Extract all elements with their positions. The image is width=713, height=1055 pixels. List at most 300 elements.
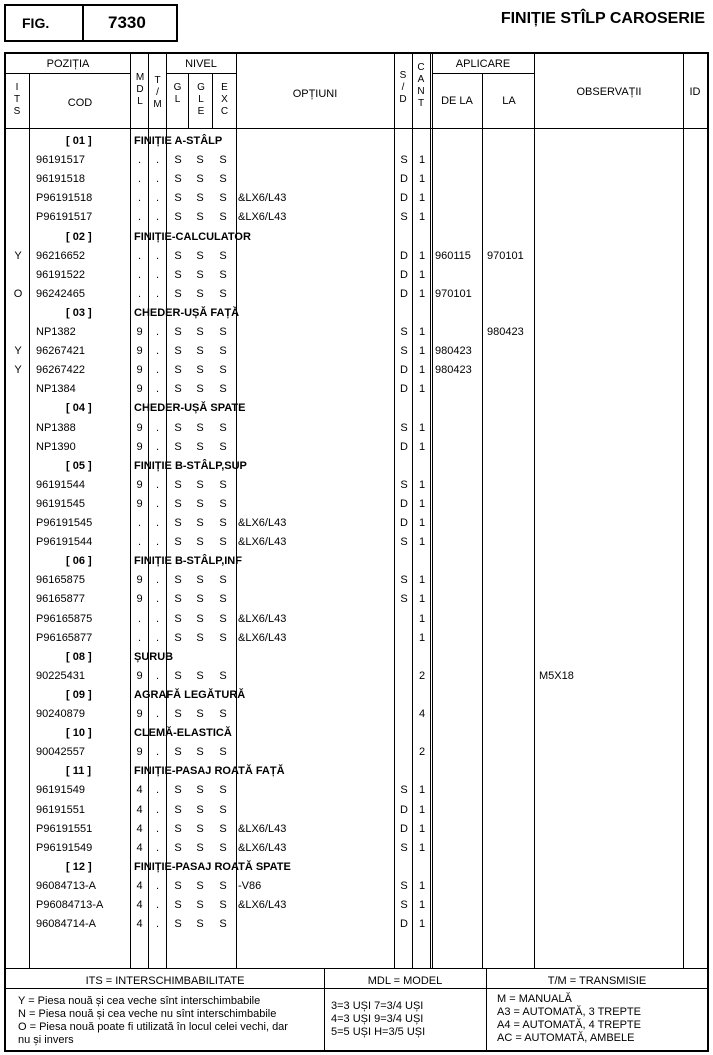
cell-tm: . [155, 746, 160, 759]
cell-cod: NP1382 [36, 326, 76, 338]
cell-cod: P96165875 [36, 612, 93, 625]
cell-gl: S [174, 803, 182, 816]
section-name: FINIȚIE-PASAJ ROATĂ SPATE [134, 860, 291, 873]
cell-sd: S [400, 841, 408, 854]
cell-opt: &LX6/L43 [238, 841, 287, 854]
cell-tm: . [155, 879, 160, 892]
cell-cant: 1 [418, 879, 426, 892]
cell-mdl: 9 [136, 440, 143, 453]
legend-mdl-line: 4=3 UȘI 9=3/4 UȘI [331, 1013, 424, 1025]
section-name: CHEDER-UȘĂ FAȚĂ [134, 306, 240, 319]
cell-cant: 1 [418, 536, 426, 549]
cell-cod: 96191545 [36, 497, 85, 510]
cell-sd: D [400, 517, 408, 529]
header-sd: S / D [399, 70, 407, 105]
cell-mdl: 9 [136, 593, 143, 606]
cell-dela: 970101 [435, 287, 472, 300]
legend-tm-line: A4 = AUTOMATĂ, 4 TREPTE [497, 1019, 641, 1031]
cell-exc: S [219, 746, 227, 759]
cell-exc: S [219, 841, 227, 854]
cell-tm: . [155, 268, 160, 281]
cell-gl: S [174, 822, 182, 835]
cell-gle: S [196, 345, 204, 358]
section-name: FINIȚIE B-STÂLP,SUP [134, 459, 247, 472]
cell-cod: NP1388 [36, 421, 76, 434]
cell-exc: S [219, 918, 227, 931]
cell-cant: 1 [418, 517, 426, 529]
section-name: FINIȚIE-CALCULATOR [134, 230, 251, 243]
grid-line [430, 54, 431, 968]
grid-line [412, 54, 413, 968]
grid-line [29, 73, 30, 968]
cell-cod: P96191545 [36, 517, 93, 529]
cell-gl: S [174, 497, 182, 510]
cell-gl: S [174, 574, 182, 587]
cell-cod: 96191551 [36, 803, 85, 816]
cell-mdl: 9 [136, 421, 143, 434]
grid-line [6, 968, 707, 969]
cell-cant: 1 [418, 593, 426, 606]
section-name: FINIȚIE-PASAJ ROATĂ FAȚĂ [134, 765, 285, 778]
cell-tm: . [155, 593, 160, 606]
cell-exc: S [219, 326, 227, 338]
cell-tm: . [155, 192, 160, 205]
cell-tm: . [155, 326, 160, 338]
cell-cod: 96216652 [36, 249, 85, 262]
cell-gl: S [174, 173, 182, 186]
cell-gle: S [196, 746, 204, 759]
cell-mdl: . [137, 192, 142, 205]
cell-cant: 1 [418, 803, 426, 816]
cell-cant: 1 [418, 287, 426, 300]
cell-cant: 1 [418, 364, 426, 377]
cell-tm: . [155, 345, 160, 358]
cell-mdl: 9 [136, 383, 143, 396]
section-number: [ 04 ] [66, 402, 92, 415]
cell-mdl: 9 [136, 708, 143, 720]
header-nivel: NIVEL [185, 58, 217, 70]
cell-exc: S [219, 173, 227, 186]
cell-gl: S [174, 326, 182, 338]
grid-line [394, 54, 395, 968]
grid-line [683, 54, 684, 968]
cell-gle: S [196, 574, 204, 587]
section-number: [ 06 ] [66, 555, 92, 568]
cell-gle: S [196, 173, 204, 186]
header-dela: DE LA [441, 95, 473, 107]
cell-gl: S [174, 249, 182, 262]
cell-cant: 1 [418, 173, 426, 186]
cell-mdl: 9 [136, 669, 143, 682]
cell-gle: S [196, 631, 204, 644]
cell-gl: S [174, 421, 182, 434]
cell-mdl: 9 [136, 478, 143, 491]
cell-gle: S [196, 517, 204, 529]
cell-gle: S [196, 497, 204, 510]
header-exc: E X C [220, 82, 229, 117]
cell-mdl: . [137, 173, 142, 186]
cell-cant: 1 [418, 841, 426, 854]
cell-opt: &LX6/L43 [238, 536, 287, 549]
cell-mdl: 9 [136, 497, 143, 510]
cell-sd: D [400, 383, 408, 396]
cell-cant: 1 [418, 440, 426, 453]
cell-exc: S [219, 669, 227, 682]
section-number: [ 11 ] [66, 765, 92, 778]
section-number: [ 09 ] [66, 688, 92, 701]
cell-sd: D [400, 822, 408, 835]
grid-line [6, 128, 707, 129]
legend-mdl-line: 5=5 UȘI H=3/5 UȘI [331, 1026, 426, 1038]
section-number: [ 12 ] [66, 860, 92, 873]
grid-line [534, 54, 535, 968]
cell-gle: S [196, 383, 204, 396]
cell-gl: S [174, 478, 182, 491]
cell-gle: S [196, 154, 204, 167]
cell-gl: S [174, 612, 182, 625]
cell-gle: S [196, 421, 204, 434]
cell-tm: . [155, 669, 160, 682]
cell-cant: 1 [418, 497, 426, 510]
legend-mdl-lines [331, 1000, 425, 1039]
cell-mdl: 9 [136, 326, 143, 338]
section-name: FINIȚIE A-STÂLP [134, 135, 223, 147]
cell-sd: S [400, 593, 408, 606]
cell-dela: 980423 [435, 364, 472, 377]
header-gle: G L E [197, 82, 205, 117]
cell-mdl: 9 [136, 746, 143, 759]
cell-tm: . [155, 383, 160, 396]
section-number: [ 05 ] [66, 459, 92, 472]
cell-tm: . [155, 918, 160, 931]
cell-sd: D [400, 803, 408, 816]
cell-opt: &LX6/L43 [238, 899, 287, 911]
cell-tm: . [155, 173, 160, 186]
cell-gl: S [174, 345, 182, 358]
cell-tm: . [155, 249, 160, 262]
section-number: [ 02 ] [66, 230, 92, 243]
cell-cod: 96084713-A [36, 879, 96, 892]
cell-cod: NP1384 [36, 383, 76, 396]
section-name: CLEMĂ-ELASTICĂ [134, 727, 232, 740]
cell-mdl: 9 [136, 345, 143, 358]
cell-gl: S [174, 593, 182, 606]
cell-its: O [13, 287, 23, 300]
cell-mdl: 9 [136, 364, 143, 377]
cell-gl: S [174, 364, 182, 377]
section-name: FINIȚIE B-STÂLP,INF [134, 555, 242, 568]
cell-exc: S [219, 249, 227, 262]
cell-its: Y [14, 249, 22, 262]
cell-cod: 90225431 [36, 669, 85, 682]
cell-gl: S [174, 879, 182, 892]
cell-cod: 90240879 [36, 708, 85, 720]
cell-gle: S [196, 612, 204, 625]
cell-gle: S [196, 708, 204, 720]
cell-mdl: . [137, 268, 142, 281]
header-observatii: OBSERVAȚII [576, 86, 642, 98]
legend-its-line: N = Piesa nouă și cea veche nu sînt interschimbabile [18, 1008, 277, 1020]
header-pozitia: POZIȚIA [46, 58, 90, 70]
cell-tm: . [155, 287, 160, 300]
cell-cant: 2 [418, 746, 426, 759]
cell-mdl: 4 [136, 822, 143, 835]
cell-cod: 96084714-A [36, 918, 96, 931]
grid-line [6, 73, 130, 74]
cell-mdl: 4 [136, 803, 143, 816]
cell-sd: D [400, 287, 408, 300]
cell-mdl: 4 [136, 879, 143, 892]
cell-cant: 1 [418, 918, 426, 931]
cell-mdl: . [137, 249, 142, 262]
cell-opt: &LX6/L43 [238, 631, 287, 644]
cell-cant: 1 [418, 268, 426, 281]
cell-gle: S [196, 268, 204, 281]
legend-its-line: Y = Piesa nouă și cea veche sînt interschimbabile [18, 995, 261, 1007]
cell-opt: &LX6/L43 [238, 211, 287, 224]
header-gl: G L [173, 82, 182, 105]
legend-its-title: ITS = INTERSCHIMBABILITATE [85, 975, 245, 987]
cell-sd: S [400, 879, 408, 892]
cell-sd: D [400, 173, 408, 186]
cell-opt: &LX6/L43 [238, 612, 287, 625]
cell-exc: S [219, 574, 227, 587]
cell-exc: S [219, 708, 227, 720]
cell-exc: S [219, 517, 227, 529]
cell-tm: . [155, 440, 160, 453]
grid-line [432, 73, 534, 74]
cell-exc: S [219, 822, 227, 835]
section-number: [ 03 ] [66, 306, 92, 319]
cell-exc: S [219, 421, 227, 434]
legend-tm-line: AC = AUTOMATĂ, AMBELE [497, 1032, 635, 1044]
header-mdl: M D L [135, 72, 145, 107]
cell-cant: 1 [418, 345, 426, 358]
cell-gl: S [174, 211, 182, 224]
cell-cant: 1 [418, 421, 426, 434]
cell-cant: 1 [418, 249, 426, 262]
legend-tm-title: T/M = TRANSMISIE [547, 975, 647, 987]
cell-exc: S [219, 899, 227, 911]
cell-tm: . [155, 822, 160, 835]
cell-sd: D [400, 249, 408, 262]
cell-opt: -V86 [238, 879, 262, 892]
cell-gle: S [196, 211, 204, 224]
fig-number-box [82, 4, 178, 42]
cell-exc: S [219, 803, 227, 816]
cell-sd: S [400, 421, 408, 434]
cell-exc: S [219, 593, 227, 606]
header-la: LA [502, 95, 516, 107]
cell-gle: S [196, 593, 204, 606]
cell-gle: S [196, 803, 204, 816]
cell-cod: 96191549 [36, 784, 85, 797]
cell-cant: 1 [418, 192, 426, 205]
section-name: CHEDER-UȘĂ SPATE [134, 402, 246, 415]
cell-exc: S [219, 268, 227, 281]
cell-gle: S [196, 841, 204, 854]
cell-cod: P96084713-A [36, 899, 104, 911]
page-title: FINIȚIE STÎLP CAROSERIE [500, 10, 705, 27]
header-cant: C A N T [417, 62, 425, 109]
cell-tm: . [155, 708, 160, 720]
cell-exc: S [219, 192, 227, 205]
cell-gle: S [196, 287, 204, 300]
cell-gl: S [174, 669, 182, 682]
cell-cod: 96191544 [36, 478, 85, 491]
cell-cod: 90042557 [36, 746, 85, 759]
cell-cant: 1 [418, 822, 426, 835]
cell-sd: S [400, 784, 408, 797]
cell-gle: S [196, 899, 204, 911]
legend-its-line: nu și invers [18, 1034, 74, 1046]
cell-gle: S [196, 784, 204, 797]
cell-exc: S [219, 784, 227, 797]
fig-number: 7330 [108, 13, 146, 32]
legend-its-line: O = Piesa nouă poate fi utilizată în locul celei vechi, dar [18, 1021, 288, 1033]
cell-dela: 980423 [435, 345, 472, 358]
header-its: I T S [13, 82, 21, 117]
cell-gle: S [196, 249, 204, 262]
cell-cod: 96191517 [36, 154, 85, 167]
cell-exc: S [219, 879, 227, 892]
cell-gle: S [196, 879, 204, 892]
cell-cant: 1 [418, 154, 426, 167]
cell-tm: . [155, 536, 160, 549]
cell-tm: . [155, 421, 160, 434]
cell-gl: S [174, 708, 182, 720]
cell-mdl: . [137, 536, 142, 549]
cell-tm: . [155, 364, 160, 377]
grid-line [6, 988, 707, 989]
cell-gl: S [174, 784, 182, 797]
cell-cod: 96267421 [36, 345, 85, 358]
cell-gl: S [174, 287, 182, 300]
cell-cant: 1 [418, 326, 426, 338]
header-aplicare: APLICARE [455, 58, 511, 70]
cell-cod: P96191549 [36, 841, 93, 854]
cell-tm: . [155, 803, 160, 816]
cell-gl: S [174, 899, 182, 911]
cell-cant: 1 [418, 631, 426, 644]
legend-mdl-title: MDL = MODEL [367, 975, 443, 987]
header-optiuni: OPȚIUNI [292, 88, 338, 100]
grid-line [166, 54, 167, 968]
cell-gle: S [196, 192, 204, 205]
cell-sd: D [400, 497, 408, 510]
cell-sd: S [400, 574, 408, 587]
cell-cod: P96191517 [36, 211, 93, 224]
cell-mdl: . [137, 612, 142, 625]
cell-tm: . [155, 478, 160, 491]
cell-exc: S [219, 497, 227, 510]
cell-sd: S [400, 326, 408, 338]
cell-cod: 96191518 [36, 173, 85, 186]
cell-exc: S [219, 440, 227, 453]
cell-sd: S [400, 211, 408, 224]
cell-cod: 96165877 [36, 593, 85, 606]
cell-gl: S [174, 154, 182, 167]
cell-mdl: . [137, 517, 142, 529]
grid-line [482, 73, 483, 968]
cell-cod: 96165875 [36, 574, 85, 587]
cell-cant: 1 [418, 478, 426, 491]
cell-exc: S [219, 478, 227, 491]
grid-line [166, 73, 236, 74]
cell-gl: S [174, 746, 182, 759]
cell-cod: 96191522 [36, 268, 85, 281]
cell-gl: S [174, 631, 182, 644]
cell-gle: S [196, 669, 204, 682]
section-number: [ 10 ] [66, 727, 92, 740]
cell-mdl: . [137, 154, 142, 167]
cell-opt: &LX6/L43 [238, 822, 287, 835]
cell-sd: S [400, 154, 408, 167]
cell-gl: S [174, 517, 182, 529]
cell-its: Y [14, 345, 22, 358]
cell-gl: S [174, 536, 182, 549]
cell-la: 980423 [487, 326, 524, 338]
header-tm: T / M [153, 75, 162, 110]
legend-tm-line: A3 = AUTOMATĂ, 3 TREPTE [497, 1006, 641, 1018]
cell-cod: NP1390 [36, 440, 76, 453]
cell-gle: S [196, 326, 204, 338]
cell-tm: . [155, 784, 160, 797]
grid-line [236, 54, 237, 968]
cell-exc: S [219, 364, 227, 377]
cell-mdl: 4 [136, 784, 143, 797]
cell-exc: S [219, 631, 227, 644]
cell-cant: 2 [418, 669, 426, 682]
cell-cod: 96242465 [36, 287, 85, 300]
cell-opt: &LX6/L43 [238, 517, 287, 529]
cell-cant: 4 [418, 708, 426, 720]
fig-label-box [4, 4, 84, 42]
cell-sd: D [400, 918, 408, 931]
cell-gle: S [196, 364, 204, 377]
cell-sd: S [400, 899, 408, 911]
fig-label: FIG. [22, 15, 50, 31]
cell-sd: S [400, 345, 408, 358]
legend-tm-line: M = MANUALĂ [497, 993, 572, 1005]
cell-mdl: . [137, 211, 142, 224]
cell-mdl: 4 [136, 841, 143, 854]
cell-gl: S [174, 192, 182, 205]
cell-gl: S [174, 440, 182, 453]
cell-exc: S [219, 287, 227, 300]
header-cod: COD [67, 97, 93, 109]
cell-exc: S [219, 345, 227, 358]
cell-tm: . [155, 211, 160, 224]
cell-mdl: 4 [136, 899, 143, 911]
cell-opt: &LX6/L43 [238, 192, 287, 205]
cell-exc: S [219, 536, 227, 549]
cell-mdl: 4 [136, 918, 143, 931]
cell-gl: S [174, 268, 182, 281]
cell-la: 970101 [487, 249, 524, 262]
cell-tm: . [155, 841, 160, 854]
cell-cant: 1 [418, 574, 426, 587]
cell-sd: S [400, 536, 408, 549]
cell-sd: D [400, 192, 408, 205]
cell-sd: D [400, 440, 408, 453]
cell-cant: 1 [418, 612, 426, 625]
cell-tm: . [155, 574, 160, 587]
cell-tm: . [155, 899, 160, 911]
cell-dela: 960115 [435, 249, 471, 262]
cell-gle: S [196, 918, 204, 931]
cell-sd: D [400, 268, 408, 281]
